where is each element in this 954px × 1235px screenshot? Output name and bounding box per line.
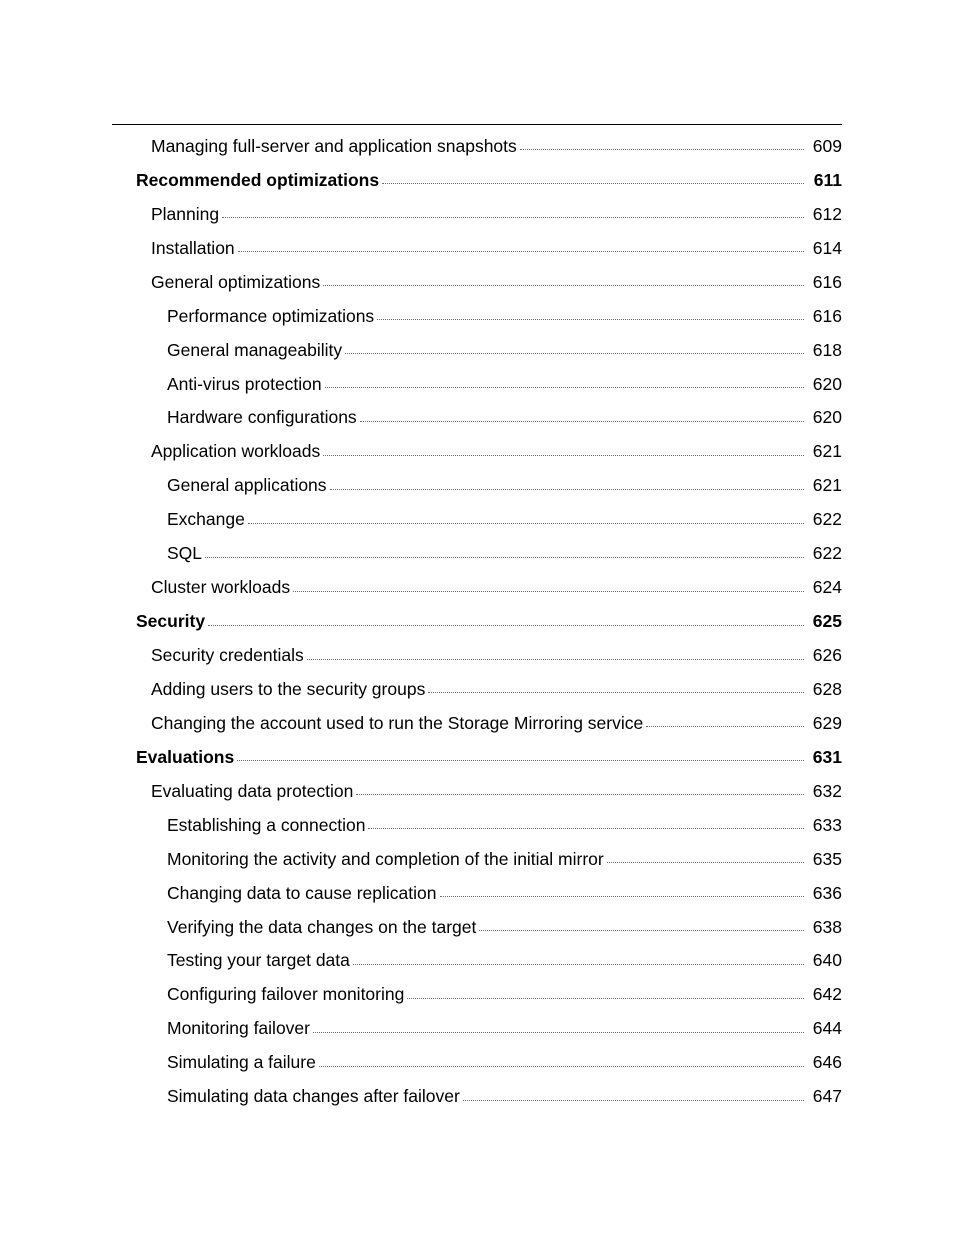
- toc-page-number[interactable]: 611: [813, 169, 842, 190]
- toc-entry-title[interactable]: Simulating data changes after failover: [167, 1086, 460, 1107]
- toc-entry[interactable]: [0, 231, 954, 265]
- toc-page-number[interactable]: 647: [812, 1086, 842, 1107]
- header-rule: [112, 124, 842, 125]
- toc-entry-title[interactable]: Anti-virus protection: [167, 373, 322, 394]
- dot-leader: [607, 862, 804, 863]
- toc-entry[interactable]: [0, 502, 954, 536]
- toc-entry-title[interactable]: Evaluating data protection: [151, 780, 354, 801]
- dot-leader: [377, 319, 804, 320]
- toc-entry[interactable]: [0, 1079, 954, 1113]
- toc-entry[interactable]: [0, 740, 954, 774]
- toc-page-number[interactable]: 621: [812, 441, 842, 462]
- toc-page-number[interactable]: 618: [812, 339, 842, 360]
- dot-leader: [205, 557, 804, 558]
- toc-entry-title[interactable]: Security: [136, 611, 206, 632]
- toc-entry[interactable]: [0, 944, 954, 978]
- toc-entry[interactable]: [0, 638, 954, 672]
- toc-entry-title[interactable]: General optimizations: [151, 271, 321, 292]
- dot-leader: [238, 251, 804, 252]
- toc-entry[interactable]: [0, 434, 954, 468]
- dot-leader: [463, 1100, 804, 1101]
- toc-entry[interactable]: [0, 672, 954, 706]
- toc-entry-title[interactable]: General manageability: [167, 339, 343, 360]
- toc-entry-title[interactable]: Monitoring failover: [167, 1018, 310, 1039]
- dot-leader: [313, 1032, 804, 1033]
- dot-leader: [345, 353, 804, 354]
- toc-page-number[interactable]: 635: [812, 848, 842, 869]
- toc-page-number[interactable]: 640: [812, 950, 842, 971]
- dot-leader: [368, 828, 804, 829]
- toc-entry[interactable]: [0, 774, 954, 808]
- toc-entry[interactable]: [0, 977, 954, 1011]
- toc-entry-title[interactable]: Configuring failover monitoring: [167, 984, 405, 1005]
- dot-leader: [319, 1066, 804, 1067]
- toc-page-number[interactable]: 632: [812, 780, 842, 801]
- toc-entry-title[interactable]: Hardware configurations: [167, 407, 357, 428]
- toc-page-number[interactable]: 622: [812, 543, 842, 564]
- toc-page-number[interactable]: 626: [812, 645, 842, 666]
- toc-entry[interactable]: [0, 129, 954, 163]
- toc-entry-title[interactable]: Security credentials: [151, 645, 304, 666]
- toc-entry[interactable]: [0, 842, 954, 876]
- toc-entry[interactable]: [0, 570, 954, 604]
- dot-leader: [330, 489, 804, 490]
- dot-leader: [360, 421, 804, 422]
- dot-leader: [248, 523, 804, 524]
- dot-leader: [428, 692, 804, 693]
- toc-entry-title[interactable]: Installation: [151, 237, 235, 258]
- toc-page-number[interactable]: 642: [812, 984, 842, 1005]
- toc-entry[interactable]: [0, 265, 954, 299]
- toc-page-number[interactable]: 629: [812, 712, 842, 733]
- dot-leader: [382, 183, 804, 184]
- toc-entry-title[interactable]: Recommended optimizations: [136, 169, 380, 190]
- toc-entry-title[interactable]: Evaluations: [136, 746, 235, 767]
- toc-page-number[interactable]: 609: [812, 135, 842, 156]
- toc-page-number[interactable]: 616: [812, 305, 842, 326]
- toc-page-number[interactable]: 620: [812, 407, 842, 428]
- toc-entry[interactable]: [0, 299, 954, 333]
- toc-entry-title[interactable]: Changing the account used to run the Storage Mirroring service: [151, 712, 644, 733]
- toc-entry-title[interactable]: SQL: [167, 543, 203, 564]
- toc-entry-title[interactable]: Monitoring the activity and completion of the initial mirror: [167, 848, 604, 869]
- toc-entry[interactable]: [0, 910, 954, 944]
- toc-entry-title[interactable]: Exchange: [167, 509, 245, 530]
- toc-entry[interactable]: [0, 163, 954, 197]
- toc-entry-title[interactable]: Managing full-server and application snapshots: [151, 135, 517, 156]
- dot-leader: [520, 149, 804, 150]
- toc-page-number[interactable]: 628: [812, 678, 842, 699]
- toc-page-number[interactable]: 612: [812, 203, 842, 224]
- toc-page-number[interactable]: 624: [812, 577, 842, 598]
- toc-entry-title[interactable]: Cluster workloads: [151, 577, 291, 598]
- toc-page-number[interactable]: 646: [812, 1052, 842, 1073]
- toc-page-number[interactable]: 644: [812, 1018, 842, 1039]
- toc-page-number[interactable]: 633: [812, 814, 842, 835]
- toc-page-number[interactable]: 620: [812, 373, 842, 394]
- toc-page-number[interactable]: 638: [812, 916, 842, 937]
- toc-entry[interactable]: [0, 808, 954, 842]
- toc-entry[interactable]: [0, 706, 954, 740]
- toc-page-number[interactable]: 625: [812, 611, 842, 632]
- toc-entry[interactable]: [0, 876, 954, 910]
- toc-entry-title[interactable]: Verifying the data changes on the target: [167, 916, 477, 937]
- dot-leader: [307, 659, 804, 660]
- toc-page-number[interactable]: 621: [812, 475, 842, 496]
- dot-leader: [325, 387, 804, 388]
- toc-page-number[interactable]: 616: [812, 271, 842, 292]
- toc-entry-title[interactable]: Planning: [151, 203, 220, 224]
- dot-leader: [222, 217, 804, 218]
- dot-leader: [208, 625, 804, 626]
- toc-entry[interactable]: [0, 468, 954, 502]
- toc-entry[interactable]: [0, 197, 954, 231]
- toc-entry[interactable]: [0, 367, 954, 401]
- dot-leader: [407, 998, 804, 999]
- toc-entry[interactable]: [0, 1045, 954, 1079]
- toc-entry-title[interactable]: Simulating a failure: [167, 1052, 316, 1073]
- dot-leader: [353, 964, 804, 965]
- toc-entry-title[interactable]: Establishing a connection: [167, 814, 366, 835]
- dot-leader: [646, 726, 804, 727]
- dot-leader: [440, 896, 805, 897]
- toc-page-number[interactable]: 622: [812, 509, 842, 530]
- toc-entry-title[interactable]: Application workloads: [151, 441, 321, 462]
- toc-entry[interactable]: [0, 1011, 954, 1045]
- dot-leader: [323, 285, 804, 286]
- dot-leader: [293, 591, 804, 592]
- toc-entry[interactable]: [0, 604, 954, 638]
- toc-page-number[interactable]: 614: [812, 237, 842, 258]
- toc-entry-title[interactable]: Adding users to the security groups: [151, 678, 426, 699]
- toc-page-number[interactable]: 631: [812, 746, 842, 767]
- toc-entry-title[interactable]: Performance optimizations: [167, 305, 375, 326]
- dot-leader: [356, 794, 804, 795]
- dot-leader: [479, 930, 804, 931]
- toc-entry[interactable]: [0, 401, 954, 435]
- table-of-contents: [0, 129, 954, 1113]
- toc-entry-title[interactable]: Testing your target data: [167, 950, 350, 971]
- toc-entry[interactable]: [0, 536, 954, 570]
- toc-entry[interactable]: [0, 333, 954, 367]
- toc-entry-title[interactable]: General applications: [167, 475, 327, 496]
- dot-leader: [237, 760, 804, 761]
- toc-page-number[interactable]: 636: [812, 882, 842, 903]
- toc-entry-title[interactable]: Changing data to cause replication: [167, 882, 437, 903]
- dot-leader: [323, 455, 804, 456]
